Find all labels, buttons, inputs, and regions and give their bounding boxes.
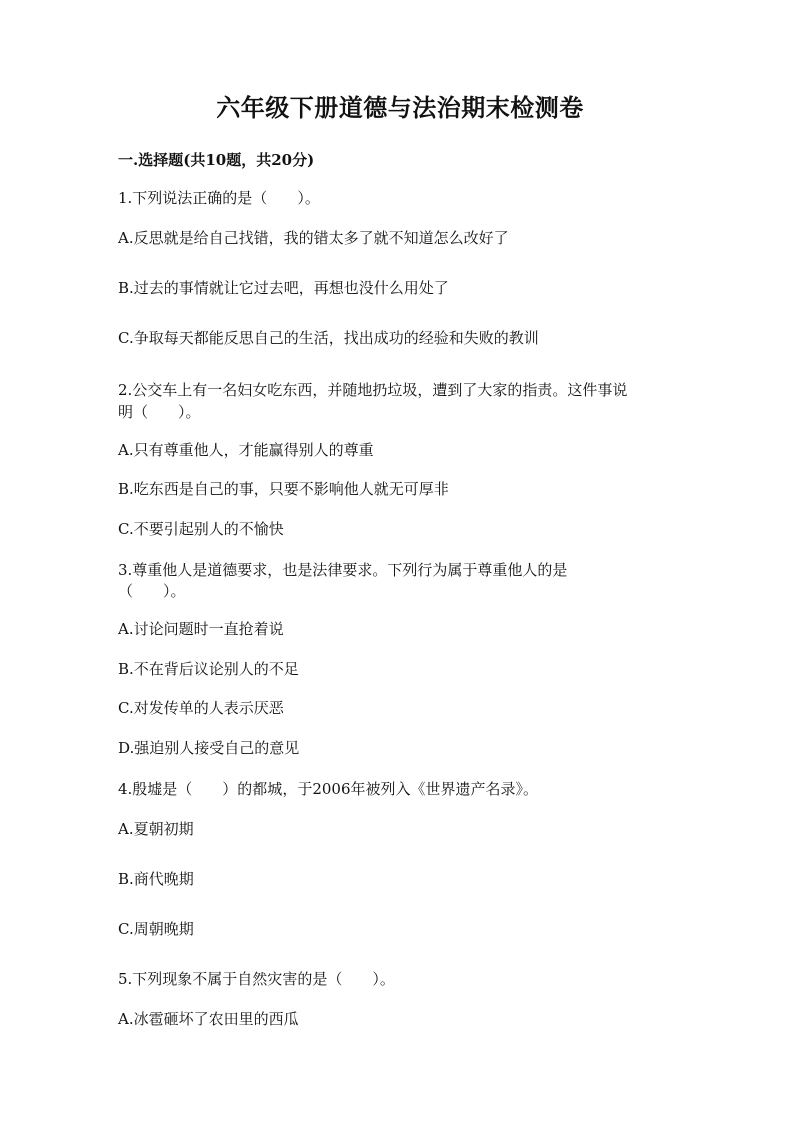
question-1-option-c: C.争取每天都能反思自己的生活，找出成功的经验和失败的教训 xyxy=(118,329,539,347)
page-title: 六年级下册道德与法治期末检测卷 xyxy=(216,93,584,122)
question-4-option-a: A.夏朝初期 xyxy=(118,820,194,838)
question-5-option-a: A.冰雹砸坏了农田里的西瓜 xyxy=(118,1010,299,1028)
section-heading: 一.选择题(共10题，共20分) xyxy=(118,151,315,169)
question-2-option-c: C.不要引起别人的不愉快 xyxy=(118,520,284,538)
question-1-stem: 1.下列说法正确的是（ ）。 xyxy=(118,189,320,207)
question-3-stem-line1: 3.尊重他人是道德要求，也是法律要求。下列行为属于尊重他人的是 xyxy=(118,561,568,579)
question-3-option-a: A.讨论问题时一直抢着说 xyxy=(118,620,284,638)
question-4-option-c: C.周朝晚期 xyxy=(118,920,194,938)
question-1-option-b: B.过去的事情就让它过去吧，再想也没什么用处了 xyxy=(118,279,449,297)
question-2-option-b: B.吃东西是自己的事，只要不影响他人就无可厚非 xyxy=(118,480,449,498)
question-3-option-c: C.对发传单的人表示厌恶 xyxy=(118,699,284,717)
question-4-option-b: B.商代晚期 xyxy=(118,870,194,888)
question-3-option-d: D.强迫别人接受自己的意见 xyxy=(118,739,300,757)
question-3-option-b: B.不在背后议论别人的不足 xyxy=(118,660,299,678)
question-2-stem-line2: 明（ ）。 xyxy=(118,403,201,421)
question-5-stem: 5.下列现象不属于自然灾害的是（ ）。 xyxy=(118,970,395,988)
question-3-stem-line2: （ ）。 xyxy=(118,582,186,600)
question-1-option-a: A.反思就是给自己找错，我的错太多了就不知道怎么改好了 xyxy=(118,229,509,247)
question-2-stem-line1: 2.公交车上有一名妇女吃东西，并随地扔垃圾，遭到了大家的指责。这件事说 xyxy=(118,381,628,399)
question-2-option-a: A.只有尊重他人，才能赢得别人的尊重 xyxy=(118,441,374,459)
question-4-stem: 4.殷墟是（ ）的都城，于2006年被列入《世界遗产名录》。 xyxy=(118,780,538,798)
